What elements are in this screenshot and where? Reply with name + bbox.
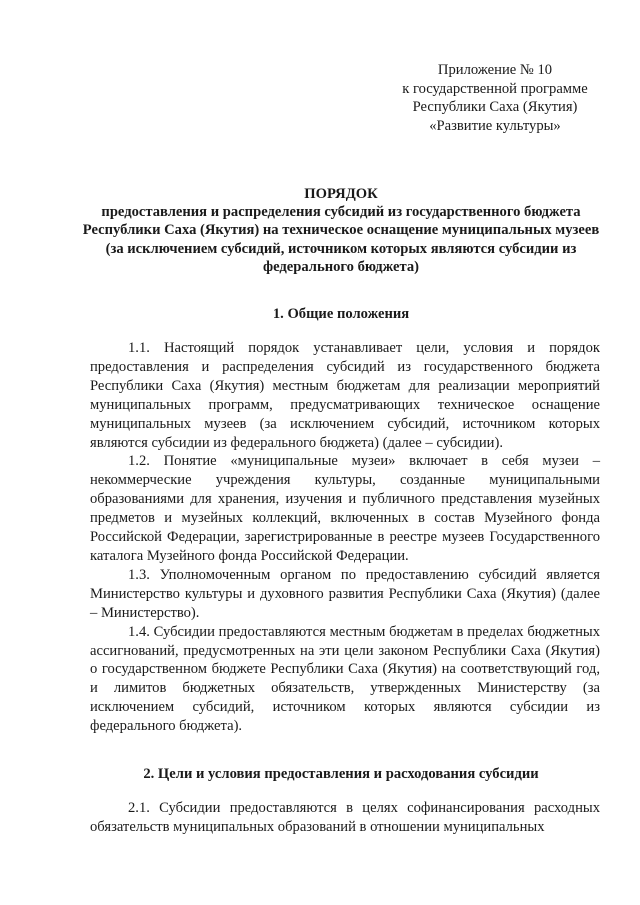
appendix-line-1: Приложение № 10: [437, 62, 553, 78]
paragraph-1-2: 1.2. Понятие «муниципальные музеи» включает в себя музеи – некоммерческие учреждения культуры, созданные муниципальными образованиями для хранения, изучения и публичного представления музейных предметов и музейных коллекций, включенных в состав Музейного фонда Российской Федерации, зарегистрированные в реестре музеев Государственного каталога Музейного фонда Российской Федерации.: [90, 453, 600, 564]
title-subtitle: предоставления и распределения субсидий из государственного бюджета Республики Саха (Якутия) на техническое оснащение муниципальных музеев (за исключением субсидий, источником которых являются субсидии из федерального бюджета): [82, 204, 600, 275]
appendix-line-2: к государственной программе: [402, 80, 588, 97]
title-heading: ПОРЯДОК: [304, 186, 378, 202]
section-1-heading: 1. Общие положения: [272, 306, 410, 322]
section-2-heading: 2. Цели и условия предоставления и расходования субсидии: [143, 766, 539, 782]
appendix-block: [390, 61, 600, 135]
appendix-line-4: «Развитие культуры»: [429, 117, 561, 134]
appendix-line-3: Республики Саха (Якутия): [412, 99, 578, 115]
paragraph-1-1: 1.1. Настоящий порядок устанавливает цели, условия и порядок предоставления и распределения субсидий из государственного бюджета Республики Саха (Якутия) местным бюджетам для реализации мероприятий муниципальных программ, предусматривающих техническое оснащение муниципальных музеев (за исключением субсидий, источником которых являются субсидии из федерального бюджета) (далее – субсидии).: [90, 340, 600, 451]
paragraph-1-3: 1.3. Уполномоченным органом по предоставлению субсидий является Министерство культуры и духовного развития Республики Саха (Якутия) (далее – Министерство).: [90, 566, 600, 621]
document-title: [80, 185, 602, 276]
section-2-body: [90, 799, 600, 837]
paragraph-2-1: 2.1. Субсидии предоставляются в целях софинансирования расходных обязательств муниципальных образований в отношении муниципальных: [90, 800, 600, 835]
paragraph-1-4: 1.4. Субсидии предоставляются местным бюджетам в пределах бюджетных ассигнований, предусмотренных на эти цели законом Республики Саха (Якутия) о государственном бюджете Республики Саха (Якутия) на соответствующий год, и лимитов бюджетных обязательств, утвержденных Министерству (за исключением субсидий, источником которых являются субсидии из федерального бюджета).: [90, 623, 600, 735]
section-1-body: [90, 339, 600, 736]
